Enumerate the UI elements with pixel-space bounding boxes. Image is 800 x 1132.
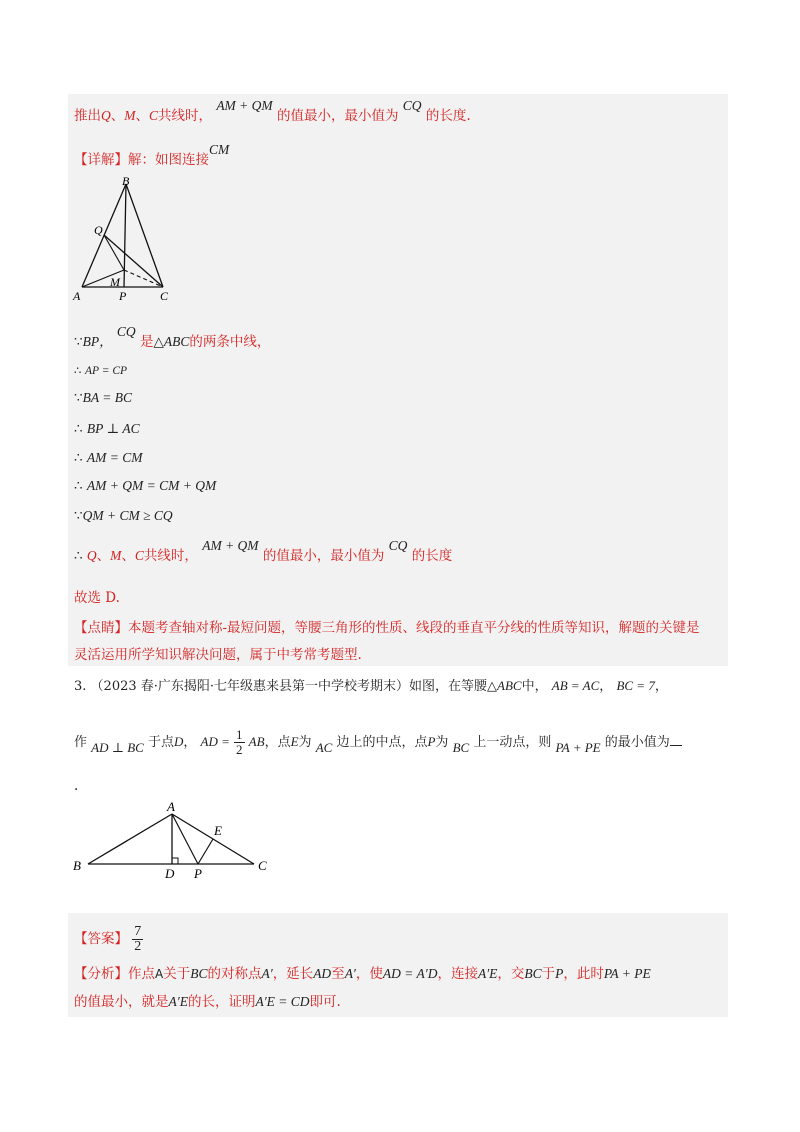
figure-triangle-abc [70, 172, 180, 302]
label-a: A [73, 289, 81, 302]
label-p: P [194, 866, 202, 881]
label-b: B [73, 858, 81, 873]
step-5: ∴ AM = CM [74, 450, 143, 466]
step-2: ∴ AP = CP [74, 363, 128, 377]
answer-tag: 【答案】 [74, 931, 128, 947]
label-a: A [167, 799, 175, 814]
label-e: E [214, 823, 222, 838]
label-c: C [258, 858, 267, 873]
analysis-conclusion-line: 推出Q、M、C共线时， AM + QM 的值最小，最小值为 CQ 的长度. [74, 98, 471, 124]
step-4: ∴ BP ⊥ AC [74, 421, 140, 437]
step-3: ∵BA = BC [74, 390, 132, 406]
edge-ab [88, 814, 172, 864]
step-7: ∵QM + CM ≥ CQ [74, 508, 173, 524]
problem-number: 3. [74, 679, 87, 694]
conclusion-line: ∴ Q、M、C共线时， AM + QM 的值最小，最小值为 CQ 的长度 [74, 538, 453, 564]
label-c: C [160, 289, 169, 302]
problem3-line-1: 3. （2023 春·广东揭阳·七年级惠来县第一中学校考期末）如图，在等腰△ABC中， AB = AC， BC = 7， [74, 678, 668, 694]
problem3-line-3: . [74, 778, 79, 794]
answer-line: 【答案】 $\frac{7}{2}$ [74, 924, 142, 954]
label-m: M [110, 275, 120, 289]
median-bp [124, 184, 126, 287]
step-6: ∴ AM + QM = CM + QM [74, 478, 217, 494]
analysis-tag: 【分析】 [74, 966, 128, 982]
label-q: Q [94, 223, 103, 237]
segment-qm [104, 235, 124, 270]
comment-line-1: 【点睛】本题考查轴对称-最短问题，等腰三角形的性质、线段的垂直平分线的性质等知识，解题的关键是 [74, 620, 700, 636]
step-1: ∵BP， CQ 是△ABC的两条中线， [74, 324, 271, 350]
right-angle-mark [172, 858, 178, 864]
detail-tag: 【详解】 [74, 152, 128, 168]
label-d: D [165, 866, 175, 881]
figure-isosceles-triangle [70, 798, 280, 882]
problem3-line-2: 作 AD ⊥ BC 于点D， AD = $\frac{1}{2}$ AB，点E为 AC 边上的中点，点P为 BC 上一动点，则 PA + PE 的最小值为 [74, 728, 682, 757]
segment-pe [198, 839, 213, 864]
choose-answer: 故选 D. [74, 590, 120, 606]
comment-line-2: 灵活运用所学知识解决问题，属于中考常考题型. [74, 647, 362, 663]
label-b: B [122, 174, 130, 188]
analysis-line-2: 的值最小，就是A′E的长，证明A′E = CD即可. [74, 994, 341, 1010]
analysis-line-1: 【分析】作点A关于BC的对称点A′，延长AD至A′，使AD = A′D，连接A′E，交BC于P，此时PA + PE [74, 966, 651, 982]
comment-tag: 【点睛】 [74, 620, 128, 636]
detail-line: 【详解】解：如图连接CM [74, 142, 230, 168]
label-p: P [119, 289, 127, 302]
